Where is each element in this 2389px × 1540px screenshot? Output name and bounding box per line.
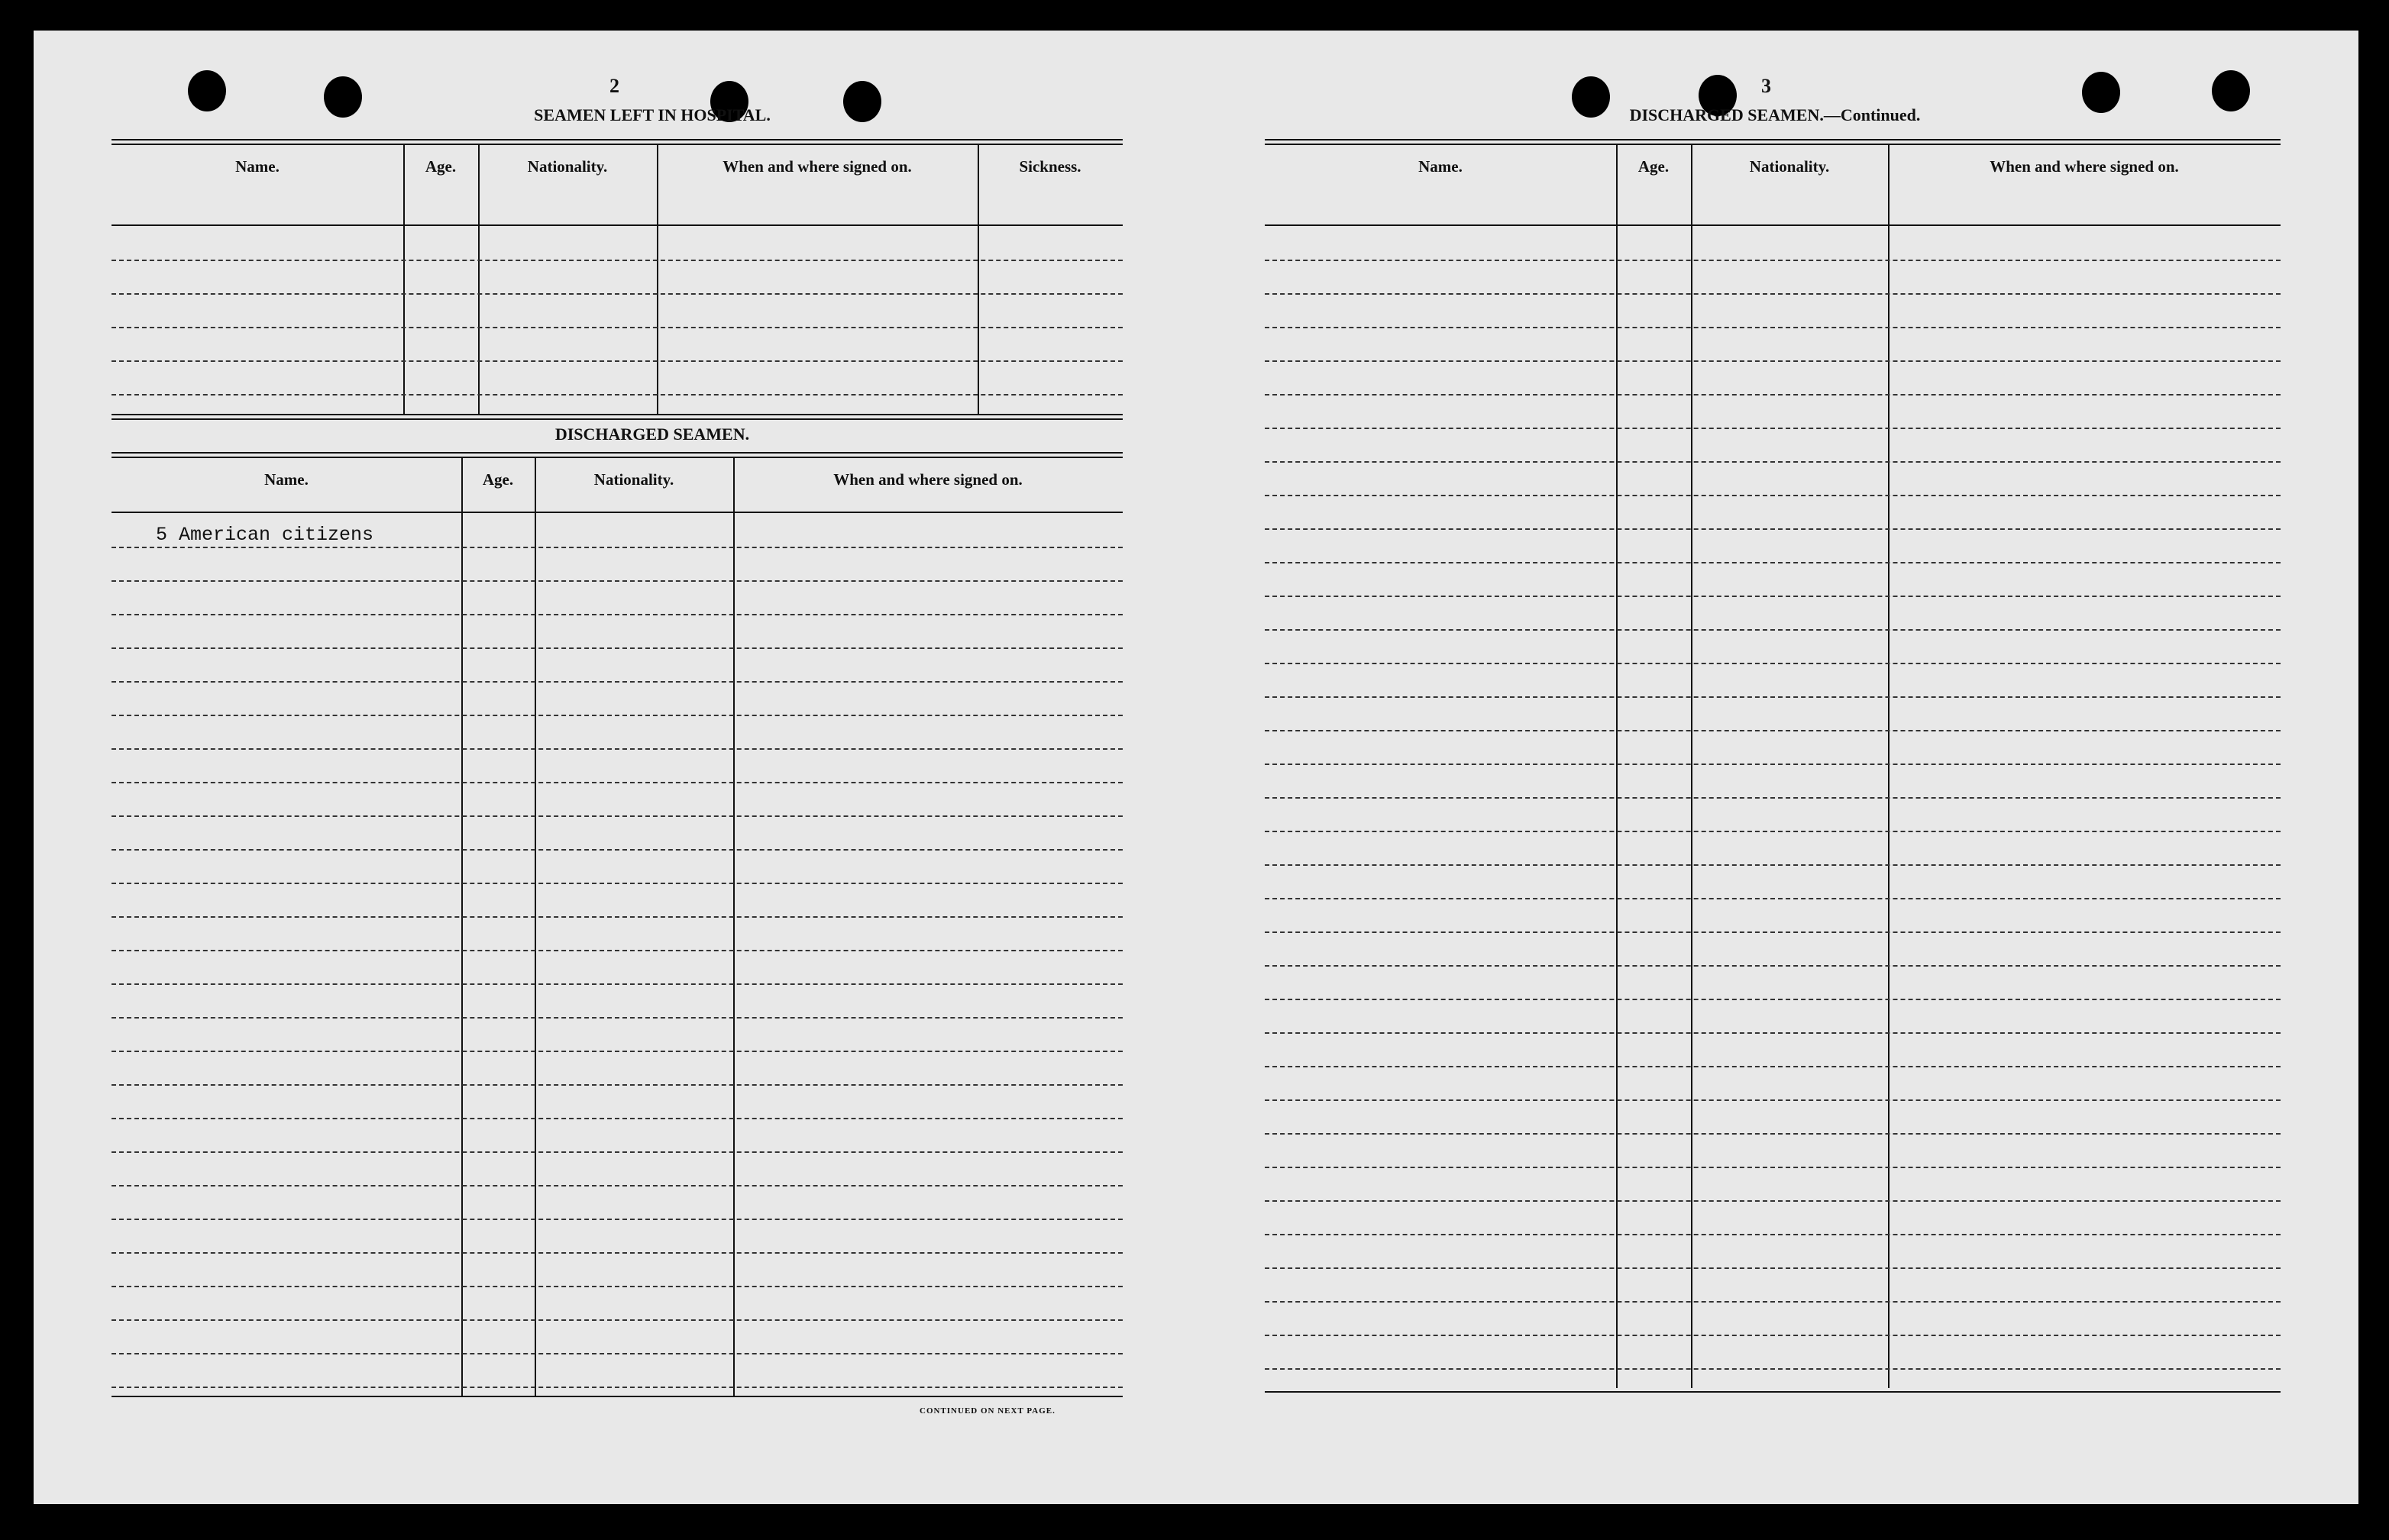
discharged-col-nationality: Nationality.: [593, 470, 674, 489]
ruled-line: [112, 1319, 1123, 1321]
ruled-line: [1265, 864, 2281, 866]
ruled-line: [1265, 696, 2281, 698]
ruled-line: [112, 983, 1123, 985]
ruled-line: [1265, 360, 2281, 362]
ruled-line: [1265, 730, 2281, 731]
ruled-line: [1265, 461, 2281, 463]
continued-col-signed-on: When and where signed on.: [1990, 157, 2179, 176]
ruled-line: [1265, 898, 2281, 899]
ruled-line: [112, 950, 1123, 951]
ruled-line: [112, 647, 1123, 649]
ruled-line: [112, 748, 1123, 750]
hospital-col-name: Name.: [235, 157, 280, 176]
ruled-line: [1265, 663, 2281, 664]
continued-col-name: Name.: [1418, 157, 1463, 176]
ruled-line: [1265, 327, 2281, 328]
ruled-line: [1265, 293, 2281, 295]
ruled-line: [112, 1387, 1123, 1388]
discharged-section-title: DISCHARGED SEAMEN.: [554, 425, 750, 444]
ruled-line: [1265, 1200, 2281, 1202]
punch-hole-2: [324, 76, 362, 118]
ruled-line: [1265, 394, 2281, 395]
ruled-line: [112, 293, 1123, 295]
ruled-line: [112, 1252, 1123, 1254]
ruled-line: [112, 715, 1123, 716]
ruled-line: [112, 883, 1123, 884]
hospital-section-title: SEAMEN LEFT IN HOSPITAL.: [534, 105, 771, 124]
ruled-line: [112, 360, 1123, 362]
ruled-line: [112, 1286, 1123, 1287]
ruled-line: [1265, 999, 2281, 1000]
ruled-line: [1265, 1368, 2281, 1370]
discharged-col-signed-on: When and where signed on.: [833, 470, 1023, 489]
ruled-line: [112, 1353, 1123, 1354]
page-number-left: 2: [609, 75, 619, 97]
ruled-line: [112, 1219, 1123, 1220]
ruled-line: [1265, 596, 2281, 597]
discharged-continued-table: [1265, 139, 2281, 1437]
ruled-line: [112, 394, 1123, 395]
ruled-line: [112, 260, 1123, 261]
hospital-col-signed-on: When and where signed on.: [723, 157, 912, 176]
continued-col-age: Age.: [1637, 157, 1670, 176]
hospital-table: [112, 139, 1123, 447]
ruled-line: [112, 327, 1123, 328]
page-number-right: 3: [1761, 75, 1771, 97]
ruled-line: [1265, 1167, 2281, 1168]
ruled-line: [112, 681, 1123, 683]
ruled-line: [1265, 562, 2281, 563]
continued-col-nationality: Nationality.: [1749, 157, 1830, 176]
discharged-entry-name: 5 American citizens: [156, 524, 374, 546]
ruled-line: [112, 1118, 1123, 1119]
punch-hole-8: [2212, 70, 2250, 111]
discharged-col-name: Name.: [264, 470, 309, 489]
ruled-line: [1265, 797, 2281, 799]
ruled-line: [112, 815, 1123, 817]
ruled-line: [1265, 1301, 2281, 1303]
punch-hole-5: [1572, 76, 1610, 118]
ruled-line: [112, 782, 1123, 783]
discharged-col-age: Age.: [482, 470, 514, 489]
continued-footer: CONTINUED ON NEXT PAGE.: [920, 1406, 1055, 1416]
discharged-continued-title: DISCHARGED SEAMEN.—Continued.: [1629, 105, 1921, 124]
ruled-line: [1265, 831, 2281, 832]
hospital-col-nationality: Nationality.: [527, 157, 608, 176]
ruled-line: [112, 1084, 1123, 1086]
hospital-col-sickness: Sickness.: [1019, 157, 1081, 176]
ruled-line: [112, 1185, 1123, 1186]
ruled-line: [112, 1151, 1123, 1153]
punch-hole-4: [843, 81, 881, 122]
ruled-line: [1265, 1032, 2281, 1034]
ruled-line: [112, 614, 1123, 615]
punch-hole-7: [2082, 72, 2120, 113]
ruled-line: [112, 1017, 1123, 1019]
ruled-line: [112, 547, 1123, 548]
discharged-table: [112, 452, 1123, 1429]
ruled-line: [1265, 764, 2281, 765]
ruled-line: [112, 849, 1123, 851]
ruled-line: [1265, 428, 2281, 429]
ruled-line: [1265, 1066, 2281, 1067]
document-sheet: [34, 31, 2358, 1504]
ruled-line: [1265, 1099, 2281, 1101]
ruled-line: [1265, 1267, 2281, 1269]
ruled-line: [1265, 1133, 2281, 1135]
ruled-line: [1265, 965, 2281, 967]
ruled-line: [1265, 931, 2281, 933]
ruled-line: [112, 580, 1123, 582]
ruled-line: [1265, 260, 2281, 261]
ruled-line: [1265, 629, 2281, 631]
ruled-line: [1265, 495, 2281, 496]
punch-hole-1: [188, 70, 226, 111]
hospital-col-age: Age.: [425, 157, 457, 176]
ruled-line: [1265, 528, 2281, 530]
ruled-line: [1265, 1234, 2281, 1235]
ruled-line: [112, 1051, 1123, 1052]
ruled-line: [1265, 1335, 2281, 1336]
ruled-line: [112, 916, 1123, 918]
